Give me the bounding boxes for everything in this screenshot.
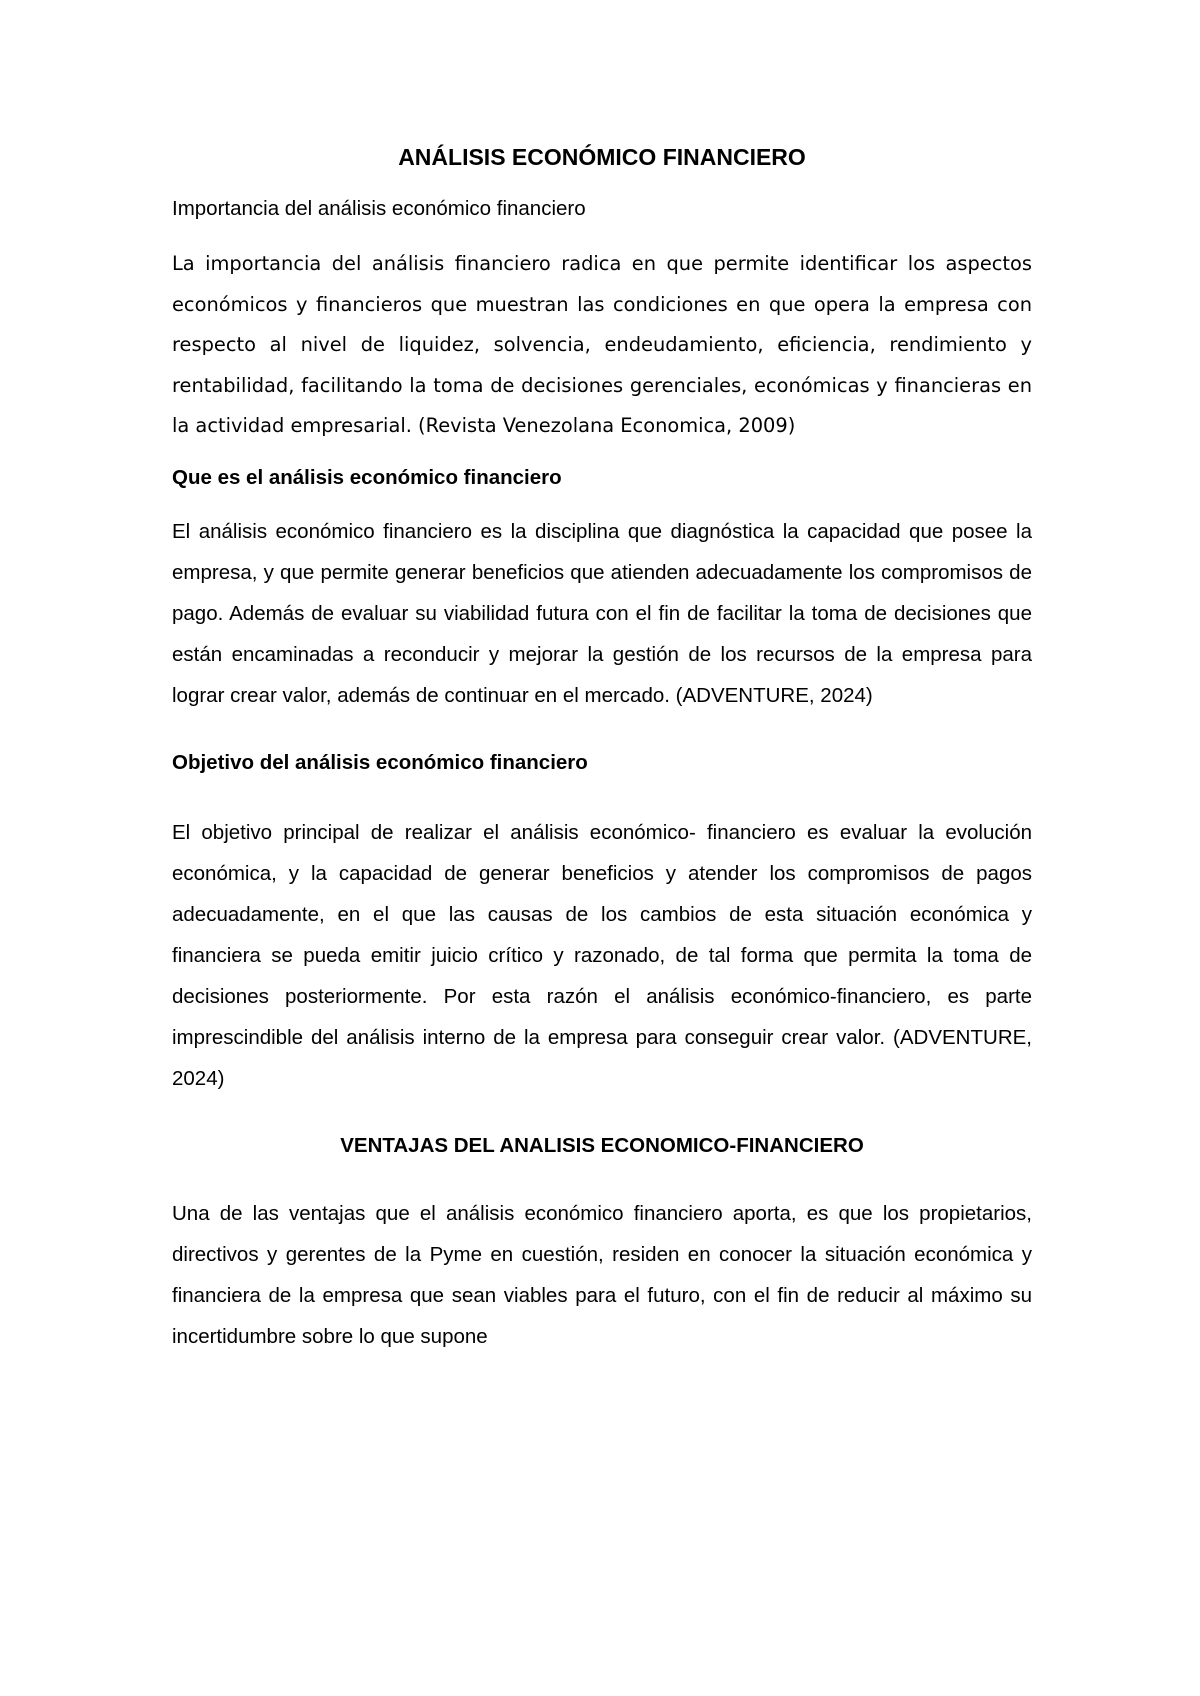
importance-heading: Importancia del análisis económico financiero — [172, 197, 586, 220]
section-paragraph-ventajas: Una de las ventajas que el análisis económico financiero aporta, es que los propietarios, directivos y gerentes de la Pyme en cuestión, residen en conocer la situación económica y financiera de la empresa que sean viables para el futuro, con el fin de reducir al máximo su incertidumbre sobre lo que supone — [172, 1201, 1032, 1348]
section-heading-ventajas: VENTAJAS DEL ANALISIS ECONOMICO-FINANCIERO — [340, 1133, 864, 1157]
document-title: ANÁLISIS ECONÓMICO FINANCIERO — [398, 144, 806, 170]
document-body — [172, 142, 1032, 1357]
section-heading-objetivo: Objetivo del análisis económico financiero — [172, 750, 588, 774]
section-paragraph-objetivo: El objetivo principal de realizar el análisis económico- financiero es evaluar la evolución económica, y la capacidad de generar beneficios y atender los compromisos de pagos adecuadamente, en el que las causas de los cambios de esta situación económica y financiera se pueda emitir juicio crítico y razonado, de tal forma que permita la toma de decisiones posteriormente. Por esta razón el análisis económico-financiero, es parte imprescindible del análisis interno de la empresa para conseguir crear valor. (ADVENTURE, 2024) — [172, 820, 1032, 1090]
importance-paragraph: La importancia del análisis financiero radica en que permite identificar los aspectos económicos y financieros que muestran las condiciones en que opera la empresa con respecto al nivel de liquidez, solvencia, endeudamiento, eficiencia, rendimiento y rentabilidad, facilitando la toma de decisiones gerenciales, económicas y financieras en la actividad empresarial. (Revista Venezolana Economica, 2009) — [172, 252, 1032, 437]
section-heading-que-es: Que es el análisis económico financiero — [172, 465, 562, 489]
section-paragraph-que-es: El análisis económico financiero es la disciplina que diagnóstica la capacidad que posee la empresa, y que permite generar beneficios que atienden adecuadamente los compromisos de pago. Además de evaluar su viabilidad futura con el fin de facilitar la toma de decisiones que están encaminadas a reconducir y mejorar la gestión de los recursos de la empresa para lograr crear valor, además de continuar en el mercado. (ADVENTURE, 2024) — [172, 519, 1032, 707]
